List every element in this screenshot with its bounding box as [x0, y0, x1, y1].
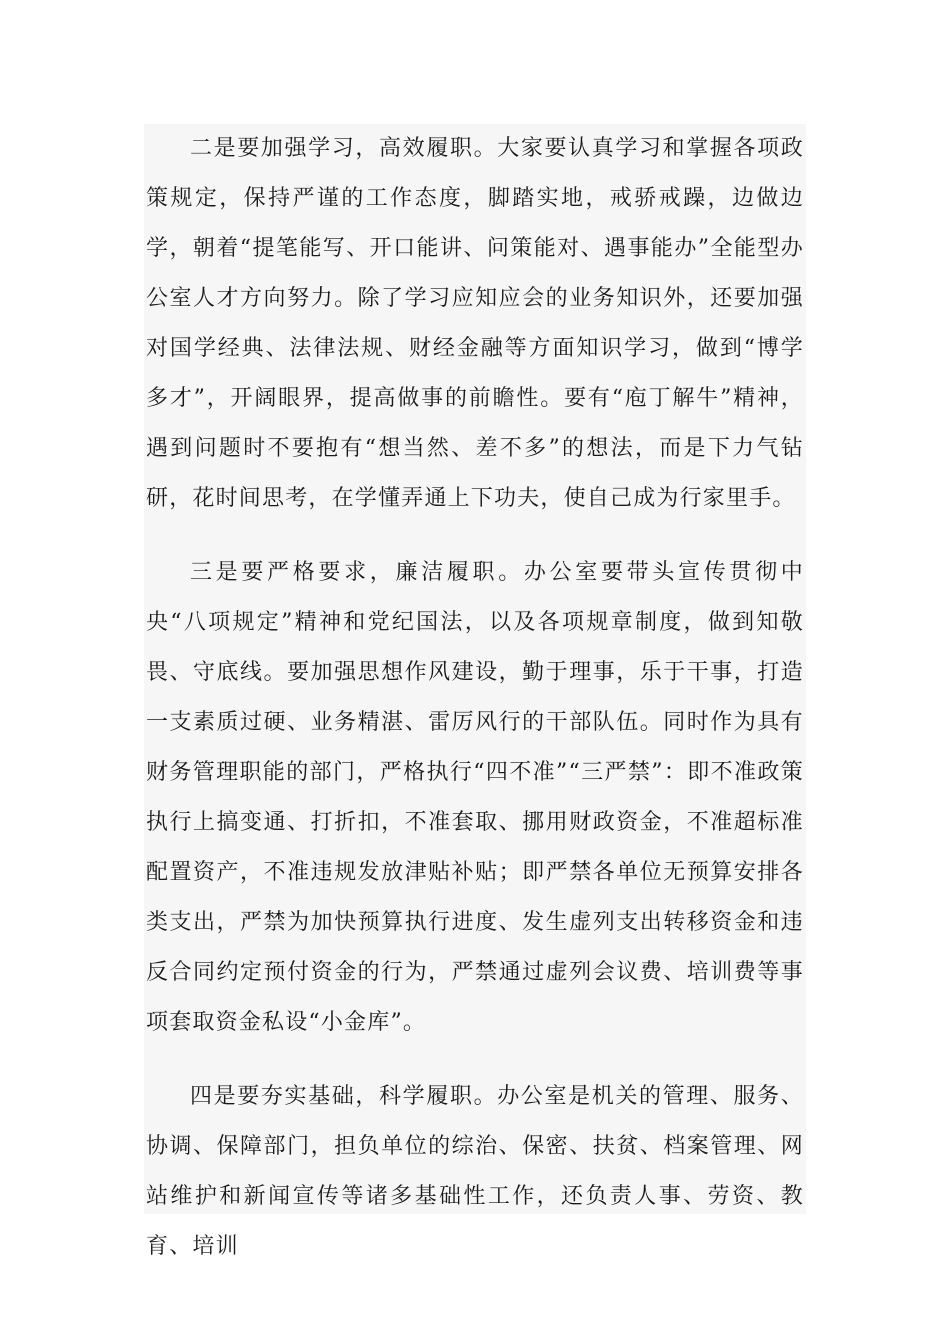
- paragraph-study: 二是要加强学习，高效履职。大家要认真学习和掌握各项政策规定，保持严谨的工作态度，脚踏实地，戒骄戒躁，边做边学，朝着“提笔能写、开口能讲、问策能对、遇事能办”全能型办公室人才方向努力。除了学习应知应会的业务知识外，还要加强对国学经典、法律法规、财经金融等方面知识学习，做到“博学多才”，开阔眼界，提高做事的前瞻性。要有“庖丁解牛”精神，遇到问题时不要抱有“想当然、差不多”的想法，而是下力气钻研，花时间思考，在学懂弄通上下功夫，使自己成为行家里手。: [146, 136, 804, 511]
- paragraph-foundation: 四是要夯实基础，科学履职。办公室是机关的管理、服务、协调、保障部门，担负单位的综治、保密、扶贫、档案管理、网站维护和新闻宣传等诸多基础性工作，还负责人事、劳资、教育、培训: [146, 1084, 804, 1259]
- document-body: [144, 124, 806, 1259]
- paragraph-discipline: 三是要严格要求，廉洁履职。办公室要带头宣传贯彻中央“八项规定”精神和党纪国法，以及各项规章制度，做到知敬畏、守底线。要加强思想作风建设，勤于理事，乐于干事，打造一支素质过硬、业务精湛、雷厉风行的干部队伍。同时作为具有财务管理职能的部门，严格执行“四不准”“三严禁”：即不准政策执行上搞变通、打折扣，不准套取、挪用财政资金，不准超标准配置资产，不准违规发放津贴补贴；即严禁各单位无预算安排各类支出，严禁为加快预算执行进度、发生虚列支出转移资金和违反合同约定预付资金的行为，严禁通过虚列会议费、培训费等事项套取资金私设“小金库”。: [146, 560, 804, 1035]
